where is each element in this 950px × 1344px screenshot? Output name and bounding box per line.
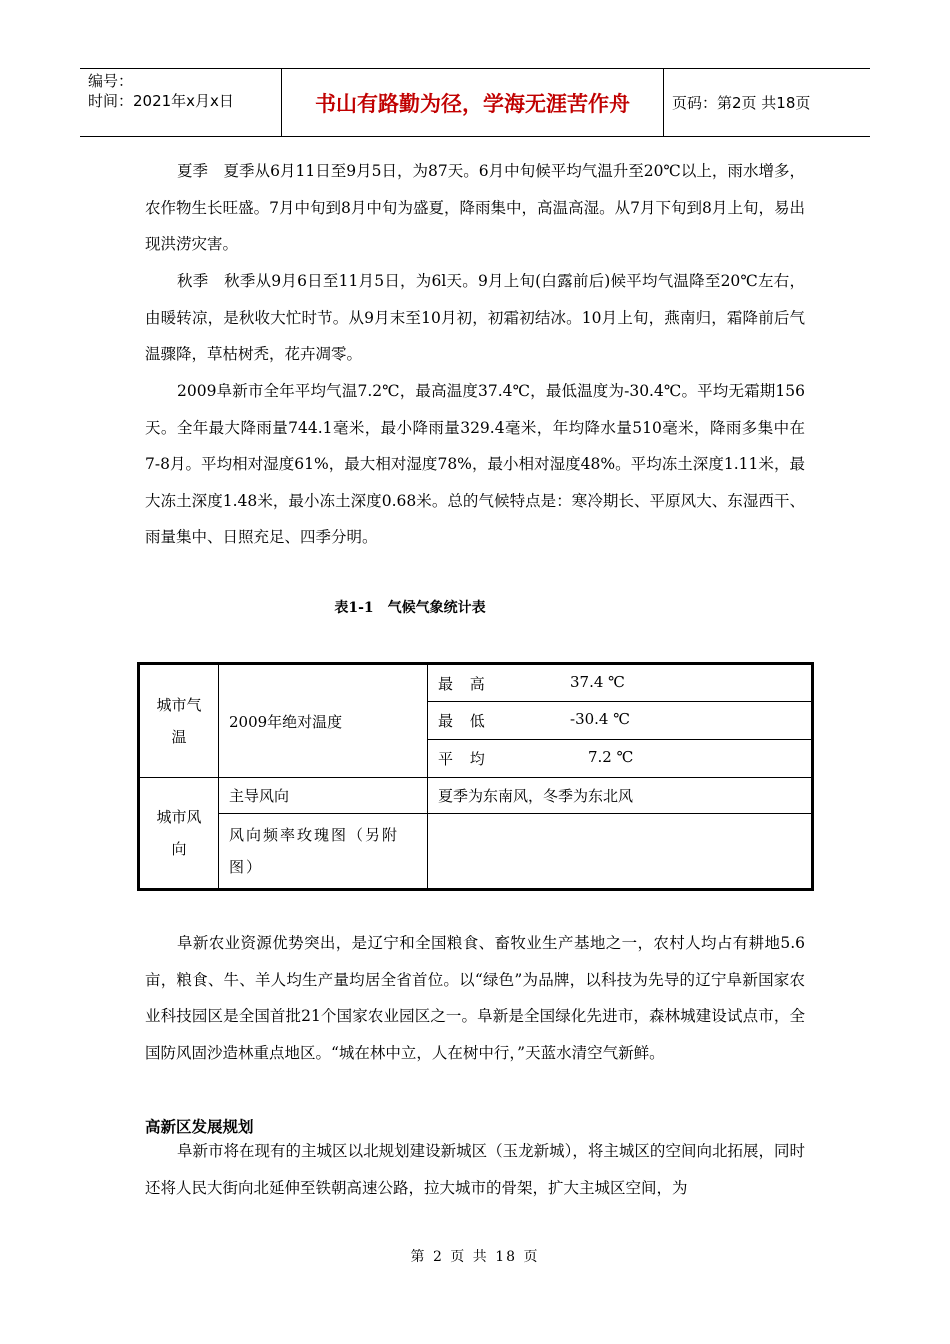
label-min: 最 低 (438, 712, 491, 730)
label-max: 最 高 (438, 674, 491, 693)
document-header (80, 68, 870, 137)
cell-max-temperature (428, 664, 813, 702)
param-main-wind: 主导风向 (219, 778, 428, 814)
cell-min-temperature (428, 702, 813, 740)
label-avg: 平 均 (438, 750, 491, 768)
value-wind-rose (428, 814, 813, 890)
row-header-city-wind: 城市风向 (139, 778, 219, 890)
paragraph-climate-2009: 2009阜新市全年平均气温7.2℃，最高温度37.4℃，最低温度为-30.4℃。平均无霜期156天。全年最大降雨量744.1毫米，最小降雨量329.4毫米，年均降水量510毫米，降雨多集中在7-8月。平均相对湿度61%，最大相对湿度78%，最小相对湿度48%。平均冻土深度1.11米，最大冻土深度1.48米，最小冻土深度0.68米。总的气候特点是：寒冷期长、平原风大、东湿西干、雨量集中、日照充足、四季分明。 (145, 382, 805, 546)
paragraph-agriculture: 阜新农业资源优势突出，是辽宁和全国粮食、畜牧业生产基地之一，农村人均占有耕地5.6亩，粮食、牛、羊人均生产量均居全省首位。以“绿色”为品牌，以科技为先导的辽宁阜新国家农业科技园区是全国首批21个国家农业园区之一。阜新是全国绿化先进市，森林城建设试点市，全国防风固沙造林重点地区。“城在林中立，人在树中行，”天蓝水清空气新鲜。 (145, 934, 805, 1062)
document-date: 时间：2021年x月x日 (88, 92, 234, 110)
header-meta (80, 69, 282, 137)
value-max: 37.4 ℃ (570, 672, 625, 691)
cell-avg-temperature (428, 740, 813, 778)
header-motto: 书山有路勤为径，学海无涯苦作舟 (282, 69, 664, 137)
document-number: 编号： (88, 72, 134, 90)
param-absolute-temperature: 2009年绝对温度 (219, 664, 428, 778)
climate-statistics-table (137, 662, 814, 891)
value-main-wind: 夏季为东南风，冬季为东北风 (428, 778, 813, 814)
paragraph-autumn: 秋季 秋季从9月6日至11月5日，为6l天。9月上旬(白露前后)候平均气温降至20℃左右，由暖转凉，是秋收大忙时节。从9月末至10月初，初霜初结冰。10月上旬，燕南归，霜降前后气温骤降，草枯树秃，花卉凋零。 (145, 272, 805, 363)
value-min: -30.4 ℃ (570, 710, 631, 728)
paragraph-hightech: 阜新市将在现有的主城区以北规划建设新城区（玉龙新城），将主城区的空间向北拓展，同时还将人民大街向北延伸至铁朝高速公路，拉大城市的骨架，扩大主城区空间，为 (145, 1142, 805, 1197)
paragraph-summer: 夏季 夏季从6月11日至9月5日，为87天。6月中旬候平均气温升至20℃以上，雨水增多，农作物生长旺盛。7月中旬到8月中旬为盛夏，降雨集中，高温高湿。从7月下旬到8月上旬，易出现洪涝灾害。 (145, 162, 805, 253)
table-caption: 表1-1 气候气象统计表 (334, 600, 486, 616)
value-avg: 7.2 ℃ (588, 748, 634, 766)
section-heading: 高新区发展规划 (145, 1118, 254, 1136)
page-footer: 第 2 页 共 18 页 (410, 1249, 540, 1265)
param-wind-rose: 风向频率玫瑰图（另附图） (219, 814, 428, 890)
header-page-number: 页码：第2页 共18页 (664, 69, 871, 137)
row-header-city-temperature: 城市气温 (139, 664, 219, 778)
